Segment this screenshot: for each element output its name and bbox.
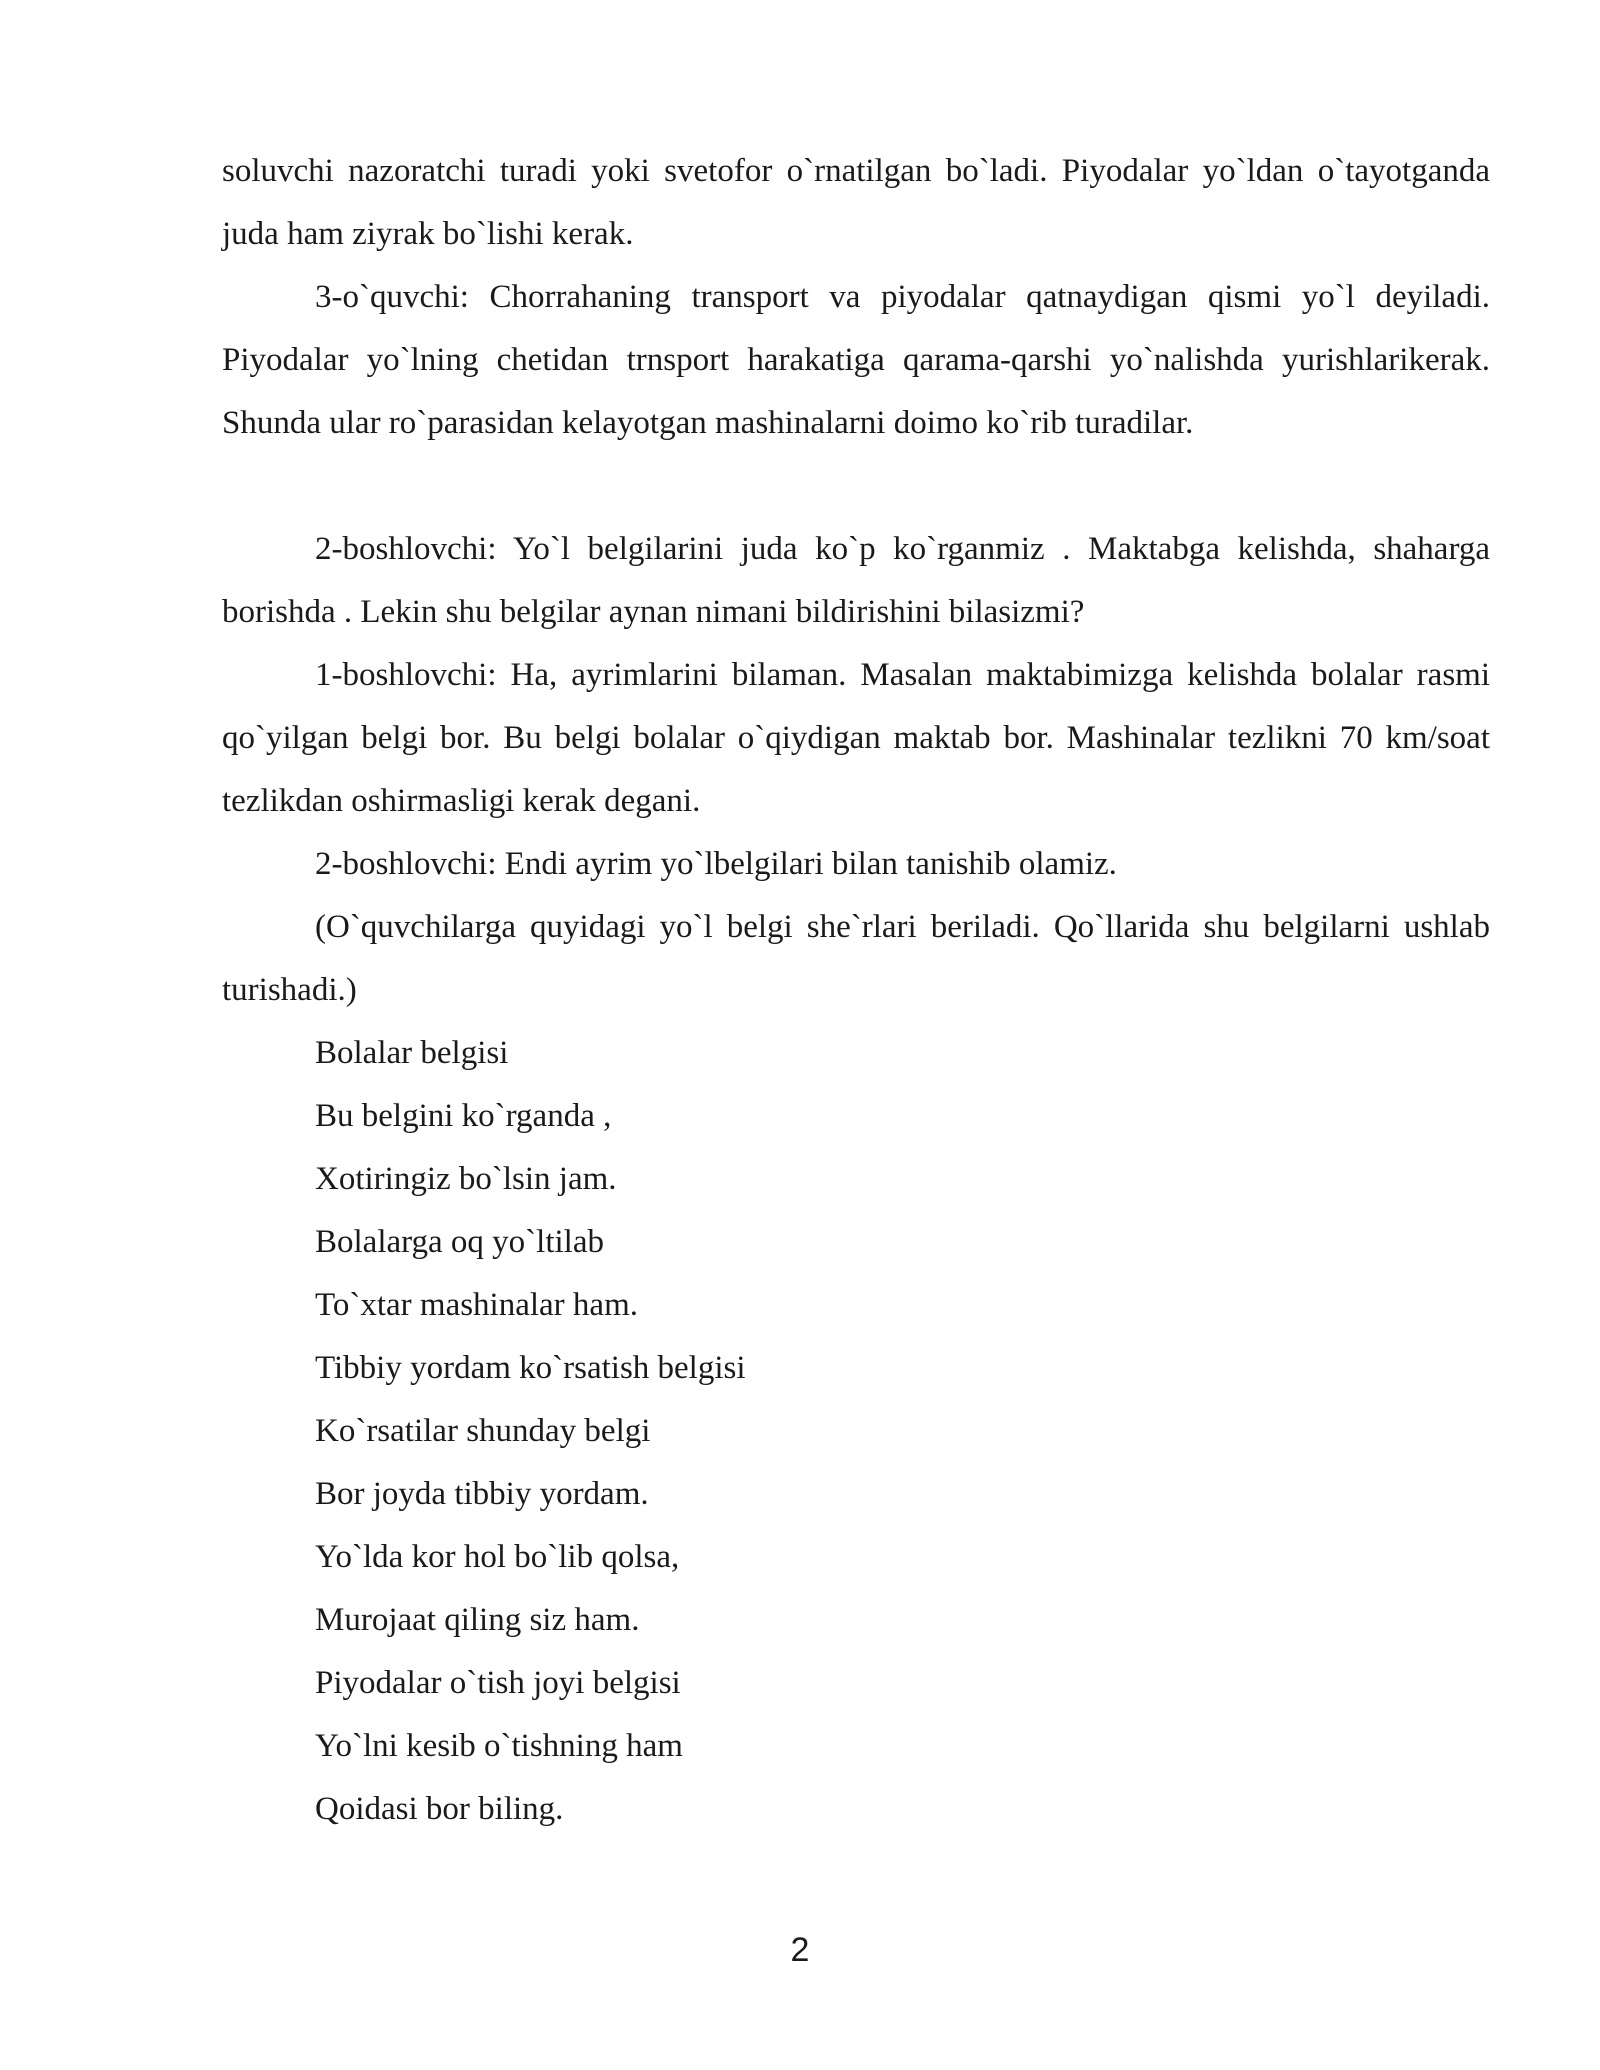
- verse-line: Yo`lni kesib o`tishning ham: [315, 1728, 683, 1764]
- verse-line: Bor joyda tibbiy yordam.: [315, 1476, 649, 1512]
- verse-line: Piyodalar o`tish joyi belgisi: [315, 1665, 681, 1701]
- verse-line: Bu belgini ko`rganda ,: [315, 1098, 612, 1134]
- paragraph-continuation: soluvchi nazoratchi turadi yoki svetofor o`rnatilgan bo`ladi. Piyodalar yo`ldan o`tayotganda juda ham ziyrak bo`lishi kerak.: [222, 153, 1490, 252]
- paragraph-host-2: 2-boshlovchi: Yo`l belgilarini juda ko`p ko`rganmiz . Maktabga kelishda, shaharga borishda . Lekin shu belgilar aynan nimani bildirishini bilasizmi?: [222, 531, 1490, 630]
- verse-line: Yo`lda kor hol bo`lib qolsa,: [315, 1539, 680, 1575]
- verse-line: Ko`rsatilar shunday belgi: [315, 1413, 651, 1449]
- verse-line: Xotiringiz bo`lsin jam.: [315, 1161, 617, 1197]
- paragraph-student-3: 3-o`quvchi: Chorrahaning transport va piyodalar qatnaydigan qismi yo`l deyiladi. Piyodalar yo`lning chetidan trnsport harakatiga qarama-qarshi yo`nalishda yurishlarikerak. Shunda ular ro`parasidan kelayotgan mashinalarni doimo ko`rib turadilar.: [222, 279, 1490, 441]
- verse-line: To`xtar mashinalar ham.: [315, 1287, 638, 1323]
- paragraph-host-1: 1-boshlovchi: Ha, ayrimlarini bilaman. Masalan maktabimizga kelishda bolalar rasmi qo`yilgan belgi bor. Bu belgi bolalar o`qiydigan maktab bor. Mashinalar tezlikni 70 km/soat tezlikdan oshirmasligi kerak degani.: [222, 657, 1490, 819]
- verse-line: Tibbiy yordam ko`rsatish belgisi: [315, 1350, 746, 1386]
- paragraph-host-2-signs: 2-boshlovchi: Endi ayrim yo`lbelgilari bilan tanishib olamiz.: [315, 846, 1117, 882]
- verse-line: Murojaat qiling siz ham.: [315, 1602, 640, 1638]
- document-page: [222, 140, 1490, 1841]
- paragraph-gap: [222, 455, 1490, 518]
- verse-line: Bolalarga oq yo`ltilab: [315, 1224, 604, 1260]
- verse-line: Qoidasi bor biling.: [315, 1791, 564, 1827]
- page-number: 2: [790, 1931, 810, 1969]
- verse-line: Bolalar belgisi: [315, 1035, 509, 1071]
- paragraph-stage-direction: (O`quvchilarga quyidagi yo`l belgi she`rlari beriladi. Qo`llarida shu belgilarni ushlab turishadi.): [222, 909, 1490, 1008]
